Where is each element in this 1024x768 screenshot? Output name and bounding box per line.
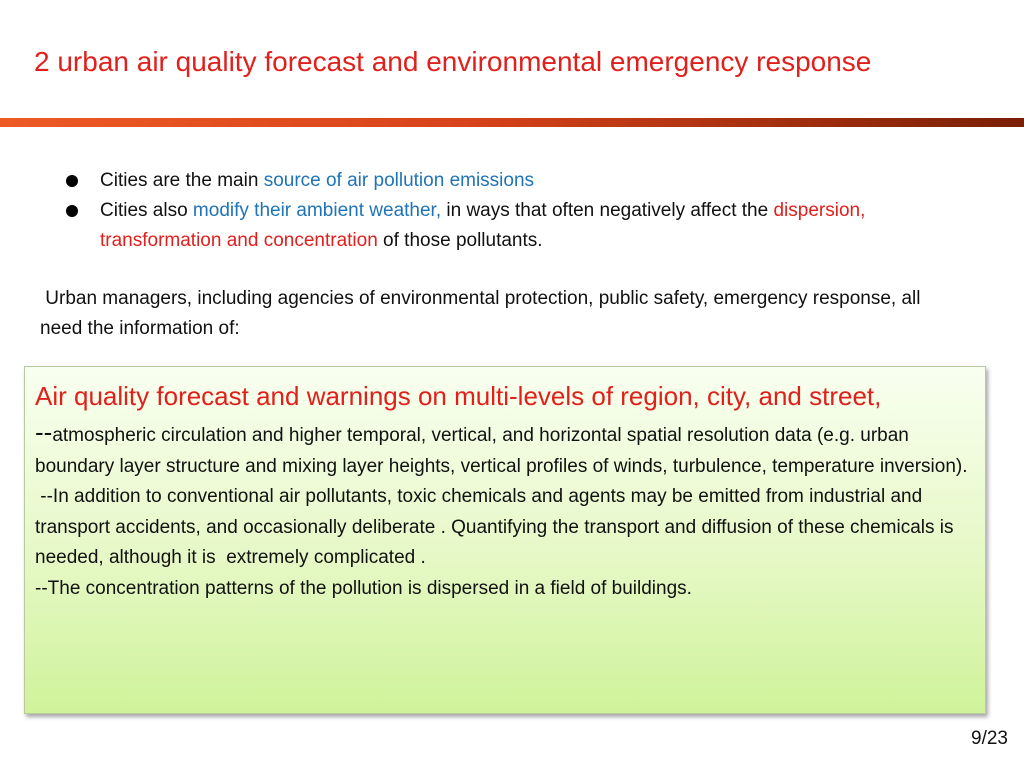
intro-paragraph: Urban managers, including agencies of environmental protection, public safety, emergency response, all need the information of: bbox=[40, 288, 926, 339]
bullet-text: Cities also bbox=[100, 200, 193, 221]
bullet-highlight-red: dispersion, transformation and concentration bbox=[100, 200, 866, 251]
box-item bbox=[35, 417, 975, 482]
bullet-item bbox=[62, 196, 962, 256]
box-heading: Air quality forecast and warnings on multi-levels of region, city, and street, bbox=[35, 381, 882, 411]
bullet-highlight-blue: modify their ambient weather, bbox=[192, 200, 442, 221]
box-item: --In addition to conventional air pollutants, toxic chemicals and agents may be emitted from industrial and transport accidents, and occasionally deliberate . Quantifying the transport and diffusion of these chemicals is needed, although it is extremely complicated . bbox=[35, 486, 959, 568]
info-box bbox=[24, 366, 986, 714]
page-number: 9/23 bbox=[971, 728, 1008, 749]
title-divider bbox=[0, 118, 1024, 127]
slide-title: 2 urban air quality forecast and environmental emergency response bbox=[34, 46, 872, 77]
bullet-text: Cities are the main bbox=[100, 170, 264, 191]
bullet-item bbox=[62, 166, 962, 196]
box-item-dash: -- bbox=[35, 417, 53, 447]
box-item: --The concentration patterns of the pollution is dispersed in a field of buildings. bbox=[35, 577, 692, 599]
bullet-dot-icon bbox=[66, 205, 78, 217]
bullet-dot-icon bbox=[66, 175, 78, 187]
bullet-text-after: of those pollutants. bbox=[377, 230, 543, 251]
box-item-text: atmospheric circulation and higher temporal, vertical, and horizontal spatial resolution data (e.g. urban boundary layer structure and mixing layer heights, vertical profiles of winds, turbulence, temperature inversion). bbox=[35, 425, 968, 477]
bullet-text-middle: in ways that often negatively affect the bbox=[441, 200, 774, 221]
bullet-list bbox=[62, 166, 962, 256]
bullet-highlight: source of air pollution emissions bbox=[263, 170, 535, 191]
